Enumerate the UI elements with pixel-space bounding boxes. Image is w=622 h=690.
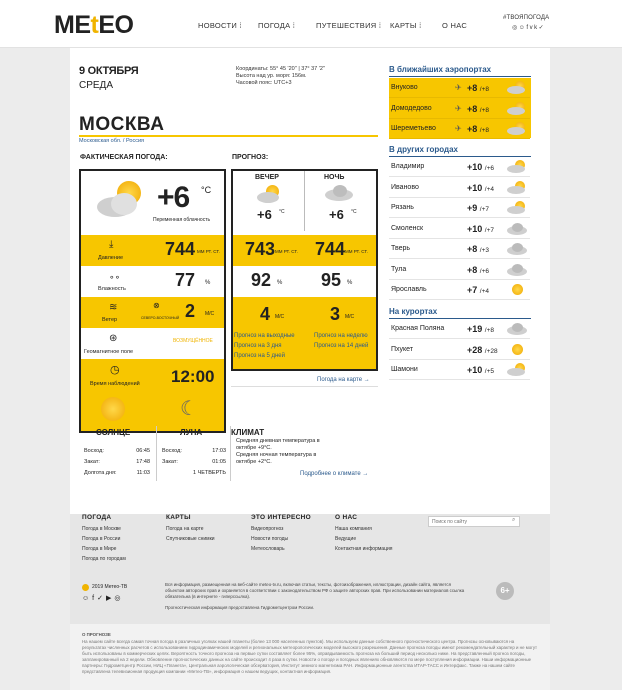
plane-icon: ✈ xyxy=(455,83,462,92)
footer-link[interactable]: Видеопрогноз xyxy=(251,526,284,532)
wind-value: 2 xyxy=(185,301,196,321)
evening-temp-unit: °C xyxy=(279,209,285,215)
partly-weather-icon xyxy=(507,181,527,194)
sun-icon xyxy=(101,397,125,421)
night-temp-unit: °C xyxy=(351,209,357,215)
place-name[interactable]: Красная Поляна xyxy=(391,325,445,332)
date-weekday: СРЕДА xyxy=(79,80,114,91)
city-name: МОСКВА xyxy=(79,114,165,135)
evening-cloud-icon xyxy=(257,185,283,203)
place-temp: +8 /+8 xyxy=(467,83,489,93)
time-row xyxy=(81,359,224,431)
cloud-weather-icon xyxy=(507,242,527,255)
cloud-weather-icon xyxy=(507,263,527,276)
moon-title: ЛУНА xyxy=(180,428,203,437)
footer-social-icons xyxy=(82,594,123,602)
footer-interesting-title: ЭТО ИНТЕРЕСНО xyxy=(251,514,311,521)
divider xyxy=(156,426,157,481)
place-name[interactable]: Иваново xyxy=(391,183,419,191)
evening-wind: 4 xyxy=(260,304,271,324)
actual-condition: Переменная облачность xyxy=(153,217,211,223)
moon-table: Восход: 17:03 Закат: 01:05 1 ЧЕТВЕРТЬ xyxy=(162,446,226,479)
place-temp: +8 /+8 xyxy=(467,103,489,114)
city-row[interactable] xyxy=(389,280,530,300)
place-name[interactable]: Тула xyxy=(391,265,407,273)
humidity-unit: % xyxy=(205,280,211,286)
footer-link[interactable]: Наша компания xyxy=(335,526,372,532)
nav-news[interactable]: НОВОСТИ ⁞ xyxy=(198,21,242,30)
facebook-icon[interactable]: f xyxy=(92,595,98,602)
city-row[interactable] xyxy=(389,260,530,280)
about-title: О ПРОГНОЗЕ xyxy=(82,632,111,637)
place-temp: +8 /+6 xyxy=(467,264,489,275)
plane-icon: ✈ xyxy=(455,124,462,133)
partly-weather-icon xyxy=(507,102,527,115)
footer-weather-title: ПОГОДА xyxy=(82,514,112,521)
date-day: 9 ОКТЯБРЯ xyxy=(79,65,139,77)
place-temp: +10 /+4 xyxy=(467,182,495,193)
nav-about[interactable]: О НАС xyxy=(442,21,468,30)
footer-link[interactable]: Контактная информация xyxy=(335,546,393,552)
actual-temp-unit: °C xyxy=(201,185,212,195)
moon-phase: 1 ЧЕТВЕРТЬ xyxy=(192,470,226,476)
about-forecast xyxy=(70,624,550,690)
wind-label: Ветер xyxy=(102,317,118,323)
wind-unit: М/С xyxy=(205,311,215,317)
humidity-value: 77 xyxy=(175,270,196,290)
city-underline xyxy=(79,135,378,137)
humidity-row xyxy=(81,266,224,297)
footer-link[interactable]: Спутниковые снимки xyxy=(166,536,215,542)
facebook-icon[interactable]: f xyxy=(526,25,530,31)
pressure-unit: ММ РТ. СТ. xyxy=(197,249,220,254)
main-content xyxy=(70,48,550,514)
time-value: 12:00 xyxy=(171,367,215,386)
city-title: В других городах xyxy=(389,145,531,157)
map-link[interactable]: Погода на карте → xyxy=(317,377,370,383)
footer-about-links xyxy=(335,524,392,554)
magnet-icon: ⊛ xyxy=(109,333,118,344)
place-temp: +19 /+8 xyxy=(467,324,495,334)
climate-link[interactable]: Подробнее о климате → xyxy=(300,471,369,477)
social-icons xyxy=(512,24,545,31)
night-wind-unit: М/С xyxy=(345,314,355,320)
link-14-days[interactable]: Прогноз на 14 дней xyxy=(314,343,369,349)
plane-icon: ✈ xyxy=(455,103,462,113)
forecast-evening-label: ВЕЧЕР xyxy=(255,174,279,181)
night-pressure: 744 xyxy=(315,239,346,259)
footer-interesting-links xyxy=(251,524,288,554)
place-name[interactable]: Шамони xyxy=(391,366,418,373)
climate-title: КЛИМАТ xyxy=(231,428,265,437)
twitter-icon[interactable]: ✓ xyxy=(538,25,546,31)
partly-weather-icon xyxy=(507,81,527,94)
ok-icon[interactable]: ☺ xyxy=(518,25,527,31)
partly-cloudy-icon xyxy=(97,181,147,223)
place-name[interactable]: Шереметьево xyxy=(391,125,436,132)
wind-icon: ≋ xyxy=(109,302,118,313)
evening-wind-unit: М/С xyxy=(275,314,285,320)
clock-icon: ◷ xyxy=(110,364,120,376)
night-temp: +6 xyxy=(329,207,344,222)
evening-humidity: 92 xyxy=(251,270,272,290)
place-name[interactable]: Тверь xyxy=(391,245,411,252)
resort-row[interactable] xyxy=(389,319,530,339)
actual-temp: +6 xyxy=(157,181,190,214)
footer-link[interactable]: Погода в Москве xyxy=(82,526,121,532)
city-row[interactable] xyxy=(389,219,530,239)
partly-weather-icon xyxy=(507,160,527,173)
resort-row[interactable] xyxy=(389,360,530,380)
footer-source: Прогностическая информация предоставлена Гидрометцентром России. xyxy=(165,605,315,610)
footer-about-title: О НАС xyxy=(335,514,358,521)
geomag-label: Геомагнитное поле xyxy=(84,349,134,355)
resort-row[interactable] xyxy=(389,340,530,360)
night-humidity-unit: % xyxy=(347,280,353,286)
city-row[interactable] xyxy=(389,178,530,198)
place-name[interactable]: Смоленск xyxy=(391,224,424,232)
youtube-icon[interactable]: ▶ xyxy=(105,595,115,602)
footer-weather-links xyxy=(82,524,126,564)
evening-pressure-unit: ММ РТ. СТ. xyxy=(275,249,298,254)
airports-title: В ближайших аэропортах xyxy=(389,65,531,77)
pressure-label: Давление xyxy=(98,255,124,261)
place-name[interactable]: Внуково xyxy=(391,84,418,91)
night-wind: 3 xyxy=(330,304,341,324)
city-row[interactable] xyxy=(389,157,530,177)
night-cloud-icon xyxy=(325,185,353,201)
search-icon[interactable]: ⌕ xyxy=(512,517,516,523)
footer-link[interactable]: Ведущие xyxy=(335,536,357,542)
partly-weather-icon xyxy=(507,363,527,376)
place-temp: +10 /+6 xyxy=(467,162,495,172)
cloud-weather-icon xyxy=(507,322,527,335)
forecast-divider xyxy=(304,171,305,231)
link-week[interactable]: Прогноз на неделю xyxy=(314,333,368,339)
place-name[interactable]: Пхукет xyxy=(391,345,414,353)
forecast-links-left xyxy=(234,331,295,361)
copyright-logo-icon xyxy=(82,584,89,591)
pressure-row xyxy=(81,235,224,266)
site-header xyxy=(0,0,622,48)
cloud-weather-icon xyxy=(507,222,527,235)
footer-maps-links xyxy=(166,524,215,544)
nav-weather[interactable]: ПОГОДА ⁞ xyxy=(258,21,296,30)
sun-weather-icon xyxy=(507,343,527,356)
night-humidity: 95 xyxy=(321,270,342,290)
vk-icon[interactable]: vk xyxy=(529,25,539,31)
evening-humidity-unit: % xyxy=(277,280,283,286)
moon-icon: ☾ xyxy=(180,398,198,420)
place-name[interactable]: Рязань xyxy=(391,204,414,211)
place-temp: +10 /+5 xyxy=(467,365,495,375)
twitter-icon[interactable]: ✓ xyxy=(97,595,106,602)
footer-link[interactable]: Погода в Мире xyxy=(82,546,117,552)
footer-link[interactable]: Метеословарь xyxy=(251,546,285,552)
wind-row xyxy=(81,297,224,328)
age-rating-badge: 6+ xyxy=(496,582,514,600)
footer-link[interactable]: Новости погоды xyxy=(251,536,289,542)
place-temp: +28 /+28 xyxy=(467,344,498,355)
geomag-row xyxy=(81,328,224,359)
nav-travel[interactable]: ПУТЕШЕСТВИЯ ⁞ xyxy=(316,21,382,30)
wind-direction: СЕВЕРО-ВОСТОЧНЫЙ xyxy=(141,316,180,320)
forecast-night-label: НОЧЬ xyxy=(324,174,345,181)
search-input[interactable] xyxy=(428,516,520,527)
link-3-days[interactable]: Прогноз на 3 дня xyxy=(234,343,282,349)
forecast-pressure-row xyxy=(233,235,376,266)
place-name[interactable]: Ярославль xyxy=(391,286,427,293)
airport-row[interactable] xyxy=(389,99,530,119)
forecast-links-right xyxy=(314,331,368,351)
forecast-humidity-row xyxy=(233,266,376,297)
footer-link[interactable]: Погода в России xyxy=(82,536,121,542)
city-region[interactable]: Московская обл. / Россия xyxy=(79,138,145,144)
resort-title: На курортах xyxy=(389,307,531,319)
wind-direction-icon: ⊗ xyxy=(153,301,160,310)
site-logo[interactable]: MEtEO xyxy=(54,11,134,39)
actual-title: ФАКТИЧЕСКАЯ ПОГОДА: xyxy=(80,154,168,161)
copyright: 2019 Метео-ТВ xyxy=(92,584,128,590)
link-weekend[interactable]: Прогноз на выходные xyxy=(234,333,295,339)
link-5-days[interactable]: Прогноз на 5 дней xyxy=(234,353,285,359)
nav-maps[interactable]: КАРТЫ ⁞ xyxy=(390,21,422,30)
footer-link[interactable]: Погода по городам xyxy=(82,556,126,562)
ok-icon[interactable]: ☺ xyxy=(82,595,93,602)
place-temp: +10 /+7 xyxy=(467,223,495,234)
airport-row[interactable] xyxy=(389,78,530,98)
time-label: Время наблюдений xyxy=(90,381,140,387)
sun-table: Восход: 06:45 Закат: 17:48 Долгота дня: 11:03 xyxy=(84,448,150,476)
place-temp: +9 /+7 xyxy=(467,203,489,213)
climate-text: Средняя дневная температура в октябре +9°C. Средняя ночная температура в октябре +2°C. xyxy=(236,438,320,465)
humidity-icon: ∘∘ xyxy=(109,272,121,282)
footer-maps-title: КАРТЫ xyxy=(166,514,191,521)
pressure-value: 744 xyxy=(165,239,196,259)
sun-title: СОЛНЦЕ xyxy=(96,428,131,437)
place-temp: +8 /+8 xyxy=(467,124,489,134)
divider xyxy=(231,386,378,387)
hashtag: #ТВОЯПОГОДА xyxy=(503,15,550,21)
site-footer xyxy=(70,514,550,624)
partly-weather-icon xyxy=(507,201,527,214)
humidity-label: Влажность xyxy=(98,286,126,292)
place-name[interactable]: Домодедово xyxy=(391,104,432,112)
divider xyxy=(230,426,231,481)
footer-legal: Вся информация, размещенная на веб-сайте meteo-tv.ru, включая статьи, тексты, фотоизображения, иллюстрации, дизайн сайта, является объектом авторских прав и охраняется в соответствии с законодательством РФ о защите авторских прав. При использовании материалов ссылка обязательна (в интернете - гиперссылка). xyxy=(165,582,465,599)
city-row[interactable] xyxy=(389,239,530,259)
place-temp: +8 /+3 xyxy=(467,244,489,254)
pressure-icon: ⤓ xyxy=(109,239,114,250)
geomag-value: ВОЗМУЩЁННОЕ xyxy=(173,338,213,344)
actual-weather-box xyxy=(79,169,226,433)
airport-row[interactable] xyxy=(389,119,530,139)
forecast-title: ПРОГНОЗ: xyxy=(232,154,269,161)
instagram-icon[interactable]: ◎ xyxy=(114,595,124,602)
footer-link[interactable]: Погода на карте xyxy=(166,526,204,532)
night-pressure-unit: ММ РТ. СТ. xyxy=(345,249,368,254)
coords-block: Координаты: 55° 45 '20'' | 37° 37 '2'' Высота над ур. моря: 156м. Часовой пояс: UTC+3 xyxy=(236,66,325,86)
city-row[interactable] xyxy=(389,198,530,218)
partly-weather-icon xyxy=(507,122,527,135)
sun-weather-icon xyxy=(507,283,527,296)
instagram-icon[interactable]: ◎ xyxy=(512,25,519,31)
evening-temp: +6 xyxy=(257,207,272,222)
place-name[interactable]: Владимир xyxy=(391,163,425,170)
evening-pressure: 743 xyxy=(245,239,276,259)
about-text: На нашем сайте всегда самая точная погода в различных уголках нашей планеты (более 13 000 населенных пунктов). Мы используем данные собственного прогностического центра. Прогнозы основываются на результатах численных расчетов с использованием гидродинамических моделей и региональных метеорологических моделей высокого разрешения. Данные прогноза погоды имеют рекомендательный характер и не могут быть использованы в коммерческих целях. Вероятность точного прогноза на первые сутки составляет более 95%, оправдываемость прогноза на больший период несколько ниже. На представленный прогноз погоды, запланированный на 2 недели. Обновление прогностических данных на сайте происходит 4 раза в сутки. Новости о погоде и погодных явлениях обновляются по мере поступления информации. Наши информационные партнеры: Гидрометцентр России, НИЦ «Планета», Центральная аэрологическая обсерватория, Институт земного магнетизма РАН. Информационные агентства ИТАР-ТАСС и Интерфакс. Также на нашем сайте представлена телевизионная продукция компании «Метео-ТВ», информация о нашем ведущих, контактная информация. xyxy=(82,639,538,674)
place-temp: +7 /+4 xyxy=(467,285,489,295)
